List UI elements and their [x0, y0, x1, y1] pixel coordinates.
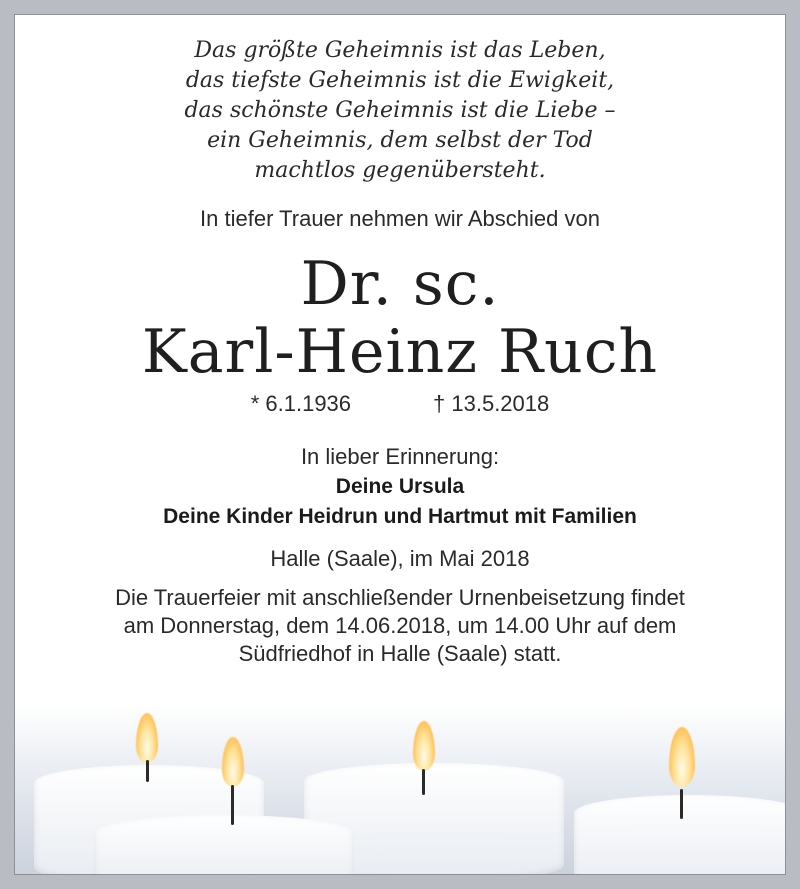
life-dates	[14, 390, 786, 418]
candle	[574, 795, 800, 889]
poem	[14, 36, 786, 186]
candle-wick	[231, 785, 234, 825]
candle-wick	[680, 789, 683, 819]
poem-line: das schönste Geheimnis ist die Liebe –	[184, 98, 616, 123]
place-date: Halle (Saale), im Mai 2018	[270, 546, 530, 571]
candle	[94, 815, 354, 889]
candle-flame	[413, 721, 435, 771]
candle-wick	[146, 760, 149, 782]
ceremony-info	[14, 584, 786, 668]
candle-wick	[422, 769, 425, 795]
poem-line: das tiefste Geheimnis ist die Ewigkeit,	[185, 68, 615, 93]
mourner: Deine Kinder Heidrun und Hartmut mit Familien	[163, 505, 637, 528]
death-date: † 13.5.2018	[433, 391, 550, 416]
candle-flame	[669, 727, 695, 787]
poem-line: Das größte Geheimnis ist das Leben,	[194, 38, 606, 63]
deceased-name	[14, 250, 786, 386]
ceremony-line: am Donnerstag, dem 14.06.2018, um 14.00 Uhr auf dem	[123, 613, 677, 638]
poem-line: machtlos gegenübersteht.	[254, 158, 546, 183]
name-full: Karl-Heinz Ruch	[141, 317, 659, 387]
candles-image	[14, 705, 786, 875]
memory-label: In lieber Erinnerung:	[300, 444, 500, 469]
memory-section	[14, 442, 786, 532]
candle-flame	[222, 737, 244, 787]
obituary-text	[14, 14, 786, 668]
candle-flame	[136, 713, 158, 763]
intro-text: In tiefer Trauer nehmen wir Abschied von	[200, 206, 600, 231]
mourner: Deine Ursula	[335, 475, 465, 498]
ceremony-line: Die Trauerfeier mit anschließender Urnenbeisetzung findet	[115, 585, 685, 610]
birth-date: * 6.1.1936	[250, 391, 352, 416]
name-title: Dr. sc.	[300, 249, 500, 319]
poem-line: ein Geheimnis, dem selbst der Tod	[207, 128, 593, 153]
ceremony-line: Südfriedhof in Halle (Saale) statt.	[238, 641, 562, 666]
